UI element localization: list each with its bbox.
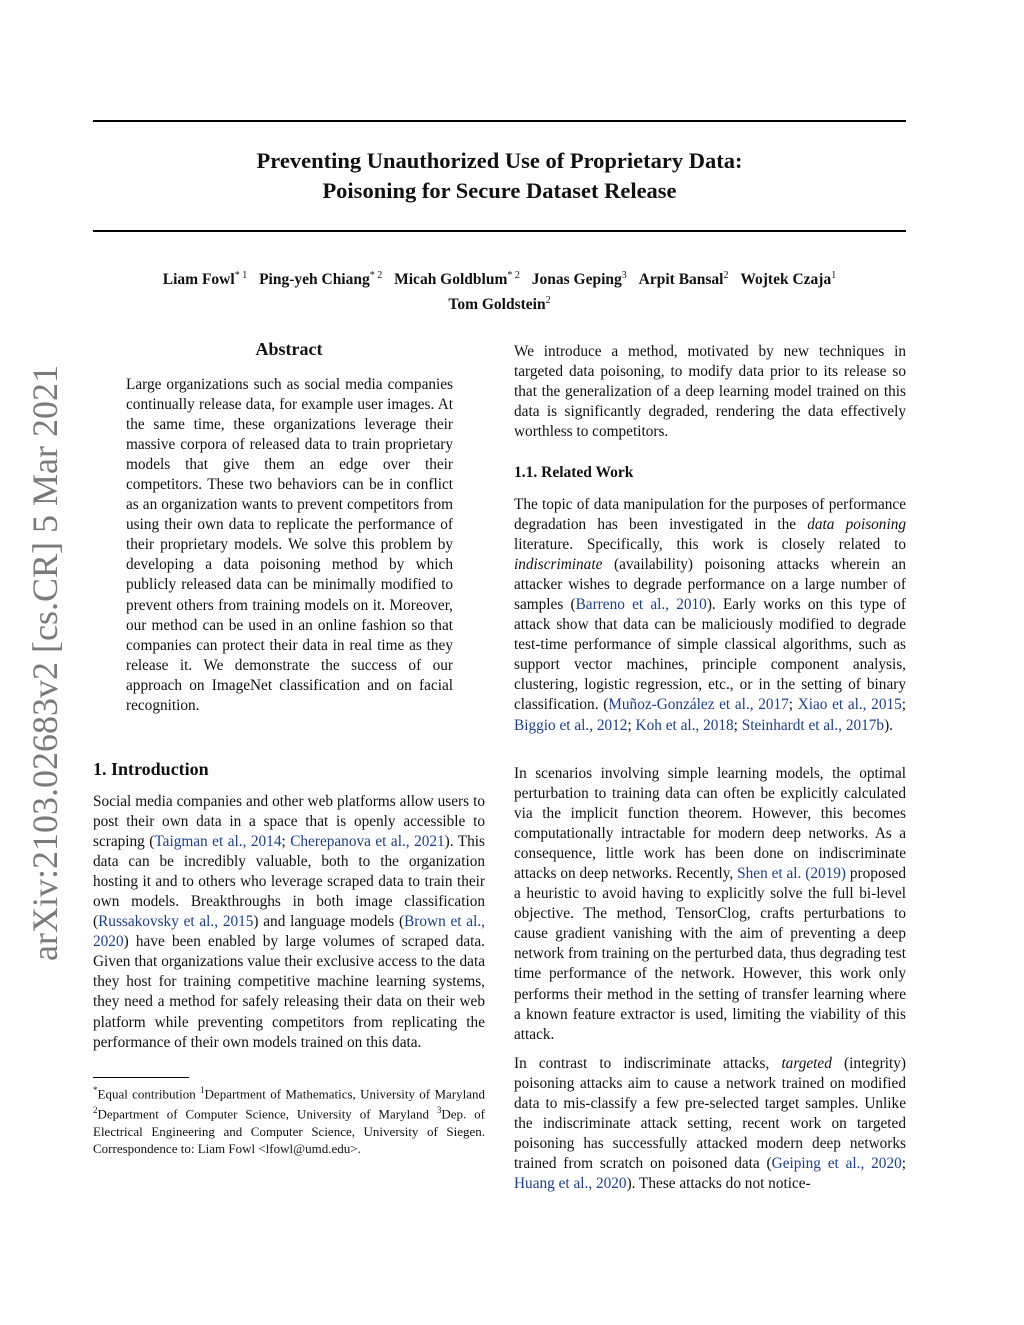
affiliation-footnote: *Equal contribution $^1$Department of Mathematics, University of Maryland $^2$Department of Computer Science, University of Maryland $^3$Dep. of Electrical Engineering and Computer Science, University of Siegen. Correspondence to: Liam Fowl <lfowl@umd.edu>. [93,1085,485,1156]
citation-link[interactable]: Russakovsky et al., 2015 [98,913,254,931]
citation-link[interactable]: Biggio et al., 2012 [514,716,628,734]
citation-link[interactable]: Brown et al., 2020 [93,913,485,951]
citation-link[interactable]: Xiao et al., 2015 [797,696,902,714]
author: Tom Goldstein$^2$ [448,295,551,314]
footnote-rule [93,1077,189,1078]
related-work-heading: 1.1. Related Work [514,464,634,481]
introduction-paragraph: Social media companies and other web platforms allow users to post their own data in a space that is openly accessible to scraping (Taigman et al., 2014; Cherepanova et al., 2021). This data can be incredibly valuable, both to the organization hosting it and to others who leverage scraped data to train their own models. Breakthroughs in both image classification (Russakovsky et al., 2015) and language models (Brown et al., 2020) have been enabled by large volumes of scraped data. Given that organizations value their exclusive access to the data they host for training competitive machine learning systems, they need a method for safely releasing their data on their web platform while preventing competitors from replicating the performance of their own models trained on this data. [93,793,485,1051]
citation-link[interactable]: Shen et al. (2019) [737,865,847,883]
title-top-rule [93,120,906,122]
author: Ping-yeh Chiang$^{* 2}$ [259,270,383,289]
introduction-continued-paragraph: We introduce a method, motivated by new techniques in targeted data poisoning, to modify data prior to its release so that the generalization of a deep learning model trained on this data is significantly degraded, rendering the data effectively worthless to competitors. [514,343,906,441]
citation-link[interactable]: Taigman et al., 2014 [154,833,282,851]
author: Jonas Geping$^3$ [531,270,627,289]
related-work-paragraph: In contrast to indiscriminate attacks, targeted (integrity) poisoning attacks aim to cause a network trained on modified data to mis-classify a few pre-selected target samples. Unlike the indiscriminate attack setting, recent work on targeted poisoning has successfully attacked modern deep networks trained from scratch on poisoned data (Geiping et al., 2020; Huang et al., 2020). These attacks do not notice- [514,1055,906,1193]
author: Micah Goldblum$^{* 2}$ [394,270,520,289]
citation-link[interactable]: Geiping et al., 2020 [771,1155,902,1173]
title-bottom-rule [93,230,906,232]
author: Liam Fowl$^{* 1}$ [162,270,248,289]
citation-link[interactable]: Koh et al., 2018 [635,716,734,734]
title-line-2: Poisoning for Secure Dataset Release [322,178,677,203]
citation-link[interactable]: Muñoz-González et al., 2017 [608,696,789,714]
title-line-1: Preventing Unauthorized Use of Proprietary Data: [256,148,743,173]
abstract-heading: Abstract [255,339,323,359]
citation-link[interactable]: Barreno et al., 2010 [575,596,707,614]
author-list [93,265,906,315]
introduction-heading: 1. Introduction [93,759,209,779]
related-work-paragraph: In scenarios involving simple learning models, the optimal perturbation to training data can often be explicitly calculated via the implicit function theorem. However, this becomes computationally intractable for modern deep networks. As a consequence, little work has been done on indiscriminate attacks on deep networks. Recently, Shen et al. (2019) proposed a heuristic to avoid having to explicitly solve the full bi-level objective. The method, TensorClog, crafts perturbations to cause gradient vanishing with the aim of preventing a deep network from training on the perturbed data, thus degrading test time performance of the network. However, this work only performs their method in the setting of transfer learning where a known feature extractor is used, limiting the viability of this attack. [514,765,906,1043]
author: Arpit Bansal$^2$ [638,270,729,289]
related-work-paragraph: The topic of data manipulation for the purposes of performance degradation has been investigated in the data poisoning literature. Specifically, this work is closely related to indiscriminate (availability) poisoning attacks wherein an attacker wishes to degrade performance on a large number of samples (Barreno et al., 2010). Early works on this type of attack show that data can be maliciously modified to degrade test-time performance of simple classical algorithms, such as support vector machines, principle component analysis, clustering, logistic regression, etc., or in the setting of binary classification. (Muñoz-González et al., 2017; Xiao et al., 2015; Biggio et al., 2012; Koh et al., 2018; Steinhardt et al., 2017b). [514,496,907,734]
abstract-text: Large organizations such as social media companies continually release data, for example user images. At the same time, these organizations leverage their massive corpora of released data to train proprietary models that give them an edge over their competitors. These two behaviors can be in conflict as an organization wants to prevent competitors from using their own data to replicate the performance of their proprietary models. We solve this problem by developing a data poisoning method by which publicly released data can be minimally modified to prevent others from training models on it. Moreover, our method can be used in an online fashion so that companies can protect their data in real time as they release it. We demonstrate the success of our approach on ImageNet classification and on facial recognition. [126,376,453,714]
paper-title [93,146,906,206]
citation-link[interactable]: Cherepanova et al., 2021 [290,833,445,851]
author: Wojtek Czaja$^1$ [740,270,837,289]
arxiv-identifier-stamp: arXiv:2103.02683v2 [cs.CR] 5 Mar 2021 [25,365,65,961]
citation-link[interactable]: Huang et al., 2020 [514,1175,627,1193]
citation-link[interactable]: Steinhardt et al., 2017b [741,716,885,734]
